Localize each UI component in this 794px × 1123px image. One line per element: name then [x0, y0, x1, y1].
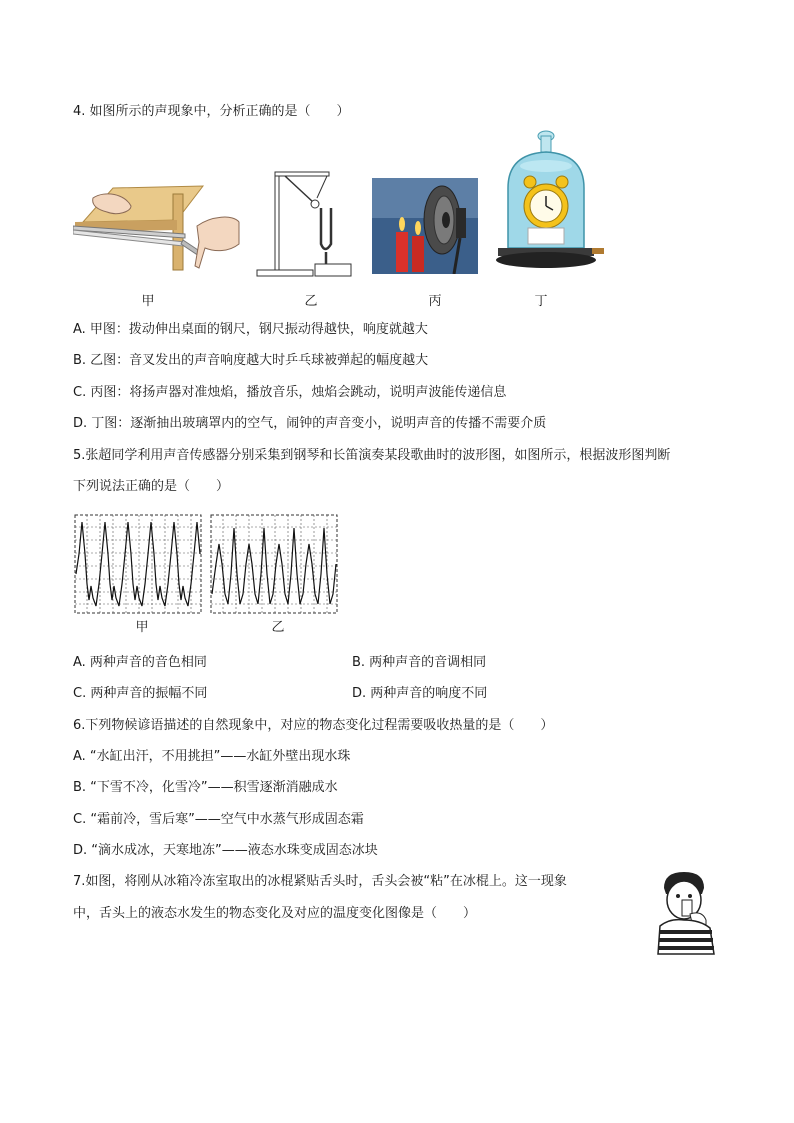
q6-option-a: A. “水缸出汗，不用挑担”——水缸外壁出现水珠	[73, 749, 351, 764]
waveform-caption-yi: 乙	[271, 620, 285, 635]
waveform-yi	[210, 514, 338, 614]
q7-stem-line1: 7.如图，将刚从冰箱冷冻室取出的冰棍紧贴舌头时，舌头会被“粘”在冰棍上。这一现象	[73, 874, 567, 889]
figure-caption-ding: 丁	[534, 294, 548, 309]
waveform-caption-jia: 甲	[135, 620, 149, 635]
q5-stem-line2: 下列说法正确的是（ ）	[73, 479, 230, 494]
figure-bing-speaker-candles	[372, 178, 478, 274]
q4-option-a: A. 甲图：拨动伸出桌面的钢尺，钢尺振动得越快，响度就越大	[73, 322, 428, 337]
q4-stem: 4. 如图所示的声现象中，分析正确的是（ ）	[73, 104, 350, 119]
waveform-jia	[74, 514, 202, 614]
figure-yi-tuning-fork	[255, 168, 359, 280]
figure-jia-ruler	[73, 182, 241, 280]
q6-option-b: B. “下雪不冷，化雪冷”——积雪逐渐消融成水	[73, 780, 338, 795]
q5-option-b: B. 两种声音的音调相同	[352, 655, 487, 670]
figure-caption-jia: 甲	[141, 294, 155, 309]
q6-stem: 6.下列物候谚语描述的自然现象中，对应的物态变化过程需要吸收热量的是（ ）	[73, 718, 554, 733]
q4-option-c: C. 丙图：将扬声器对准烛焰，播放音乐，烛焰会跳动，说明声波能传递信息	[73, 385, 507, 400]
q5-stem-line1: 5.张超同学利用声音传感器分别采集到钢琴和长笛演奏某段歌曲时的波形图，如图所示，根据波形图判断	[73, 448, 671, 463]
q4-option-b: B. 乙图：音叉发出的声音响度越大时乒乓球被弹起的幅度越大	[73, 353, 429, 368]
q5-option-c: C. 两种声音的振幅不同	[73, 686, 208, 701]
figure-caption-bing: 丙	[428, 294, 442, 309]
q4-option-d: D. 丁图：逐渐抽出玻璃罩内的空气，闹钟的声音变小，说明声音的传播不需要介质	[73, 416, 547, 431]
figure-boy-ice-pop	[650, 870, 724, 956]
figure-ding-bell-jar	[494, 130, 606, 280]
q6-option-d: D. “滴水成冰，天寒地冻”——液态水珠变成固态冰块	[73, 843, 378, 858]
q7-stem-line2: 中，舌头上的液态水发生的物态变化及对应的温度变化图像是（ ）	[73, 906, 477, 921]
q5-option-d: D. 两种声音的响度不同	[352, 686, 488, 701]
figure-caption-yi: 乙	[304, 294, 318, 309]
q6-option-c: C. “霜前冷，雪后寒”——空气中水蒸气形成固态霜	[73, 812, 364, 827]
q5-option-a: A. 两种声音的音色相同	[73, 655, 207, 670]
